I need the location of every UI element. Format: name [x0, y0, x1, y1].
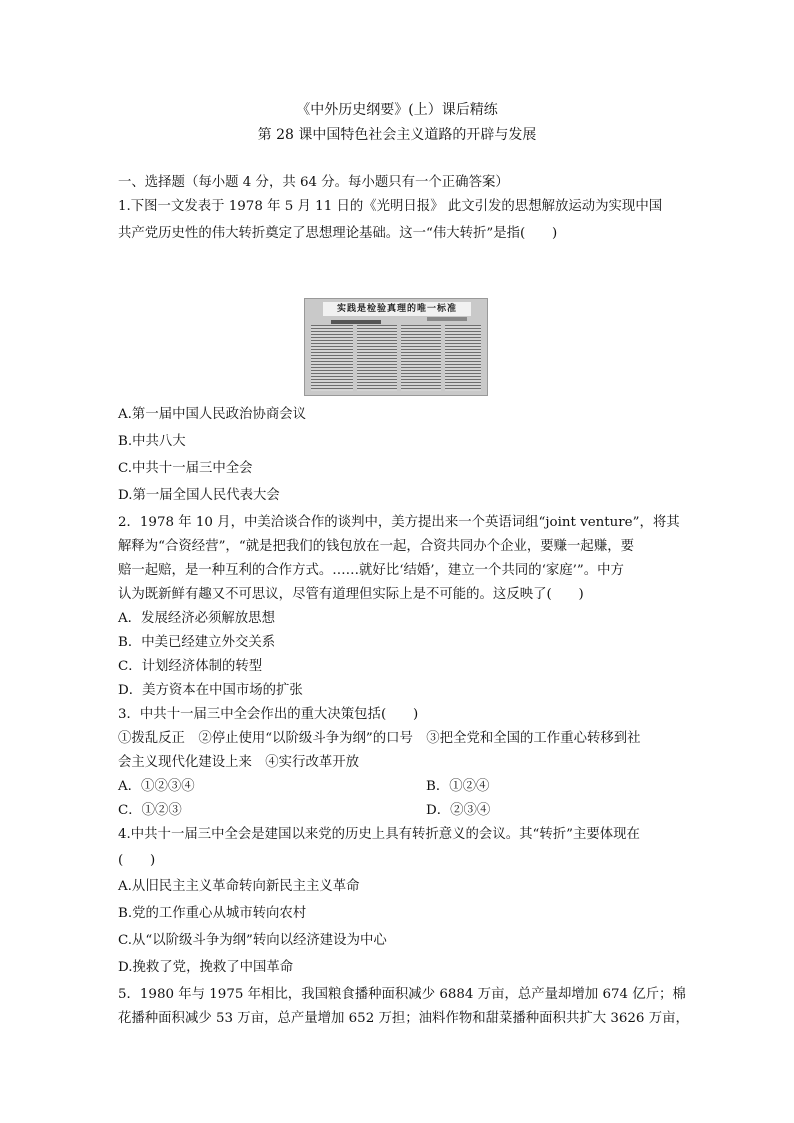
q1-option-a: A.第一届中国人民政治协商会议: [118, 407, 307, 422]
section-heading: 一、选择题（每小题 4 分，共 64 分。每小题只有一个正确答案）: [118, 175, 509, 190]
q1-stem-line: 共产党历史性的伟大转折奠定了思想理论基础。这一“伟大转折”是指( ): [118, 226, 558, 241]
q4-option-d: D.挽救了党，挽救了中国革命: [118, 960, 294, 975]
q2-stem-line: 赔一起赔，是一种互利的合作方式。……就好比‘结婚’，建立一个共同的‘家庭’”。中方: [118, 563, 624, 578]
newspaper-headline: 实践是检验真理的唯一标准: [323, 302, 471, 316]
q3-option-a: A．①②③④: [118, 779, 195, 794]
q3-option-d: D．②③④: [426, 803, 491, 818]
q1-option-c: C.中共十一届三中全会: [118, 461, 253, 476]
q2-option-c: C．计划经济体制的转型: [118, 659, 263, 674]
newspaper-column: [357, 325, 397, 391]
q2-stem-line: 解释为“合资经营”，“就是把我们的钱包放在一起，合资共同办个企业，要赚一起赚，要: [118, 539, 634, 554]
q2-option-a: A．发展经济必须解放思想: [118, 611, 275, 626]
newspaper-byline: [427, 317, 467, 321]
q2-option-d: D．美方资本在中国市场的扩张: [118, 683, 303, 698]
q2-stem-line: 认为既新鲜有趣又不可思议，尽管有道理但实际上是不可能的。这反映了( ): [118, 587, 584, 602]
page-subtitle: 第 28 课中国特色社会主义道路的开辟与发展: [257, 127, 537, 143]
q2-option-b: B．中美已经建立外交关系: [118, 635, 276, 650]
newspaper-column: [445, 325, 481, 391]
q3-stem-line: 会主义现代化建设上来 ④实行改革开放: [118, 755, 360, 770]
q3-option-b: B．①②④: [426, 779, 490, 794]
q5-stem-line: 5．1980 年与 1975 年相比，我国粮食播种面积减少 6884 万亩，总产量却增加 674 亿斤；棉: [118, 987, 686, 1002]
q4-option-b: B.党的工作重心从城市转向农村: [118, 906, 307, 921]
q4-option-c: C.从“以阶级斗争为纲”转向以经济建设为中心: [118, 933, 387, 948]
newspaper-image: [304, 298, 488, 396]
page-title: 《中外历史纲要》(上）课后精练: [296, 102, 498, 118]
newspaper-column: [311, 325, 353, 391]
q1-option-d: D.第一届全国人民代表大会: [118, 488, 280, 503]
q4-stem-line: 4.中共十一届三中全会是建国以来党的历史上具有转折意义的会议。其“转折”主要体现在: [118, 827, 640, 842]
newspaper-subhead: [331, 320, 381, 324]
q2-stem-line: 2．1978 年 10 月，中美洽谈合作的谈判中，美方提出来一个英语词组“joint venture”，将其: [118, 515, 680, 530]
q4-option-a: A.从旧民主主义革命转向新民主主义革命: [118, 879, 360, 894]
q5-stem-line: 花播种面积减少 53 万亩，总产量增加 652 万担；油料作物和甜菜播种面积共扩大 3626 万亩，: [118, 1011, 689, 1026]
q1-option-b: B.中共八大: [118, 434, 186, 449]
q3-option-c: C．①②③: [118, 803, 182, 818]
newspaper-column: [401, 325, 441, 391]
q3-stem-line: ①拨乱反正 ②停止使用“以阶级斗争为纲”的口号 ③把全党和全国的工作重心转移到社: [118, 731, 641, 746]
q4-stem-line: ( ): [118, 853, 156, 868]
q1-stem-line: 1.下图一文发表于 1978 年 5 月 11 日的《光明日报》 此文引发的思想解放运动为实现中国: [118, 199, 663, 214]
q3-stem-line: 3．中共十一届三中全会作出的重大决策包括( ): [118, 707, 419, 722]
